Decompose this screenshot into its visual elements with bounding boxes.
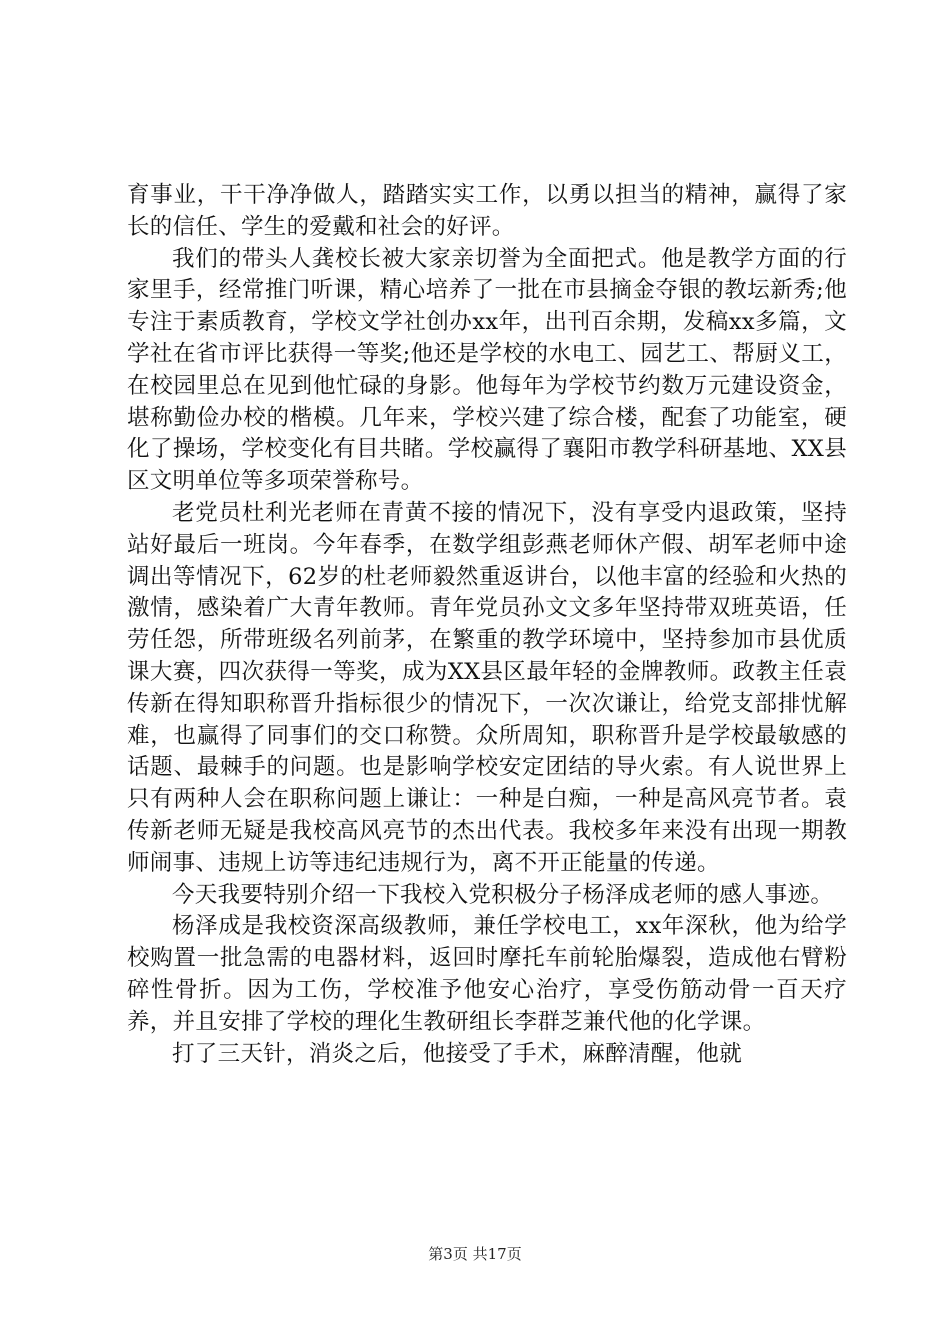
paragraph: 杨泽成是我校资深高级教师，兼任学校电工，xx年深秋，他为给学校购置一批急需的电器材料，返回时摩托车前轮胎爆裂，造成他右臂粉碎性骨折。因为工伤，学校准予他安心治疗，享受伤筋动骨一百天疗养，并且安排了学校的理化生教研组长李群芝兼代他的化学课。 bbox=[127, 913, 847, 1035]
paragraph: 育事业，干干净净做人，踏踏实实工作，以勇以担当的精神，赢得了家长的信任、学生的爱戴和社会的好评。 bbox=[127, 182, 847, 240]
document-body bbox=[127, 180, 847, 1070]
paragraph: 今天我要特别介绍一下我校入党积极分子杨泽成老师的感人事迹。 bbox=[172, 881, 834, 908]
paragraph: 打了三天针，消炎之后，他接受了手术，麻醉清醒，他就 bbox=[172, 1040, 743, 1067]
paragraph: 我们的带头人龚校长被大家亲切誉为全面把式。他是教学方面的行家里手，经常推门听课，精心培养了一批在市县摘金夺银的教坛新秀;他专注于素质教育，学校文学社创办xx年，出刊百余期，发稿xx多篇，文学社在省市评比获得一等奖;他还是学校的水电工、园艺工、帮厨义工，在校园里总在见到他忙碌的身影。他每年为学校节约数万元建设资金，堪称勤俭办校的楷模。几年来，学校兴建了综合楼，配套了功能室，硬化了操场，学校变化有目共睹。学校赢得了襄阳市教学科研基地、XX县区文明单位等多项荣誉称号。 bbox=[127, 245, 847, 495]
page-number-footer: 第3页 共17页 bbox=[428, 1245, 522, 1263]
paragraph: 老党员杜利光老师在青黄不接的情况下，没有享受内退政策，坚持站好最后一班岗。今年春季，在数学组彭燕老师休产假、胡军老师中途调出等情况下，62岁的杜老师毅然重返讲台，以他丰富的经验和火热的激情，感染着广大青年教师。青年党员孙文文多年坚持带双班英语，任劳任怨，所带班级名列前茅，在繁重的教学环境中，坚持参加市县优质课大赛，四次获得一等奖，成为XX县区最年轻的金牌教师。政教主任袁传新在得知职称晋升指标很少的情况下，一次次谦让，给党支部排忧解难，也赢得了同事们的交口称赞。众所周知，职称晋升是学校最敏感的话题、最棘手的问题。也是影响学校安定团结的导火索。有人说世界上只有两种人会在职称问题上谦让：一种是白痴，一种是高风亮节者。袁传新老师无疑是我校高风亮节的杰出代表。我校多年来没有出现一期教师闹事、违规上访等违纪违规行为，离不开正能量的传递。 bbox=[127, 499, 847, 876]
